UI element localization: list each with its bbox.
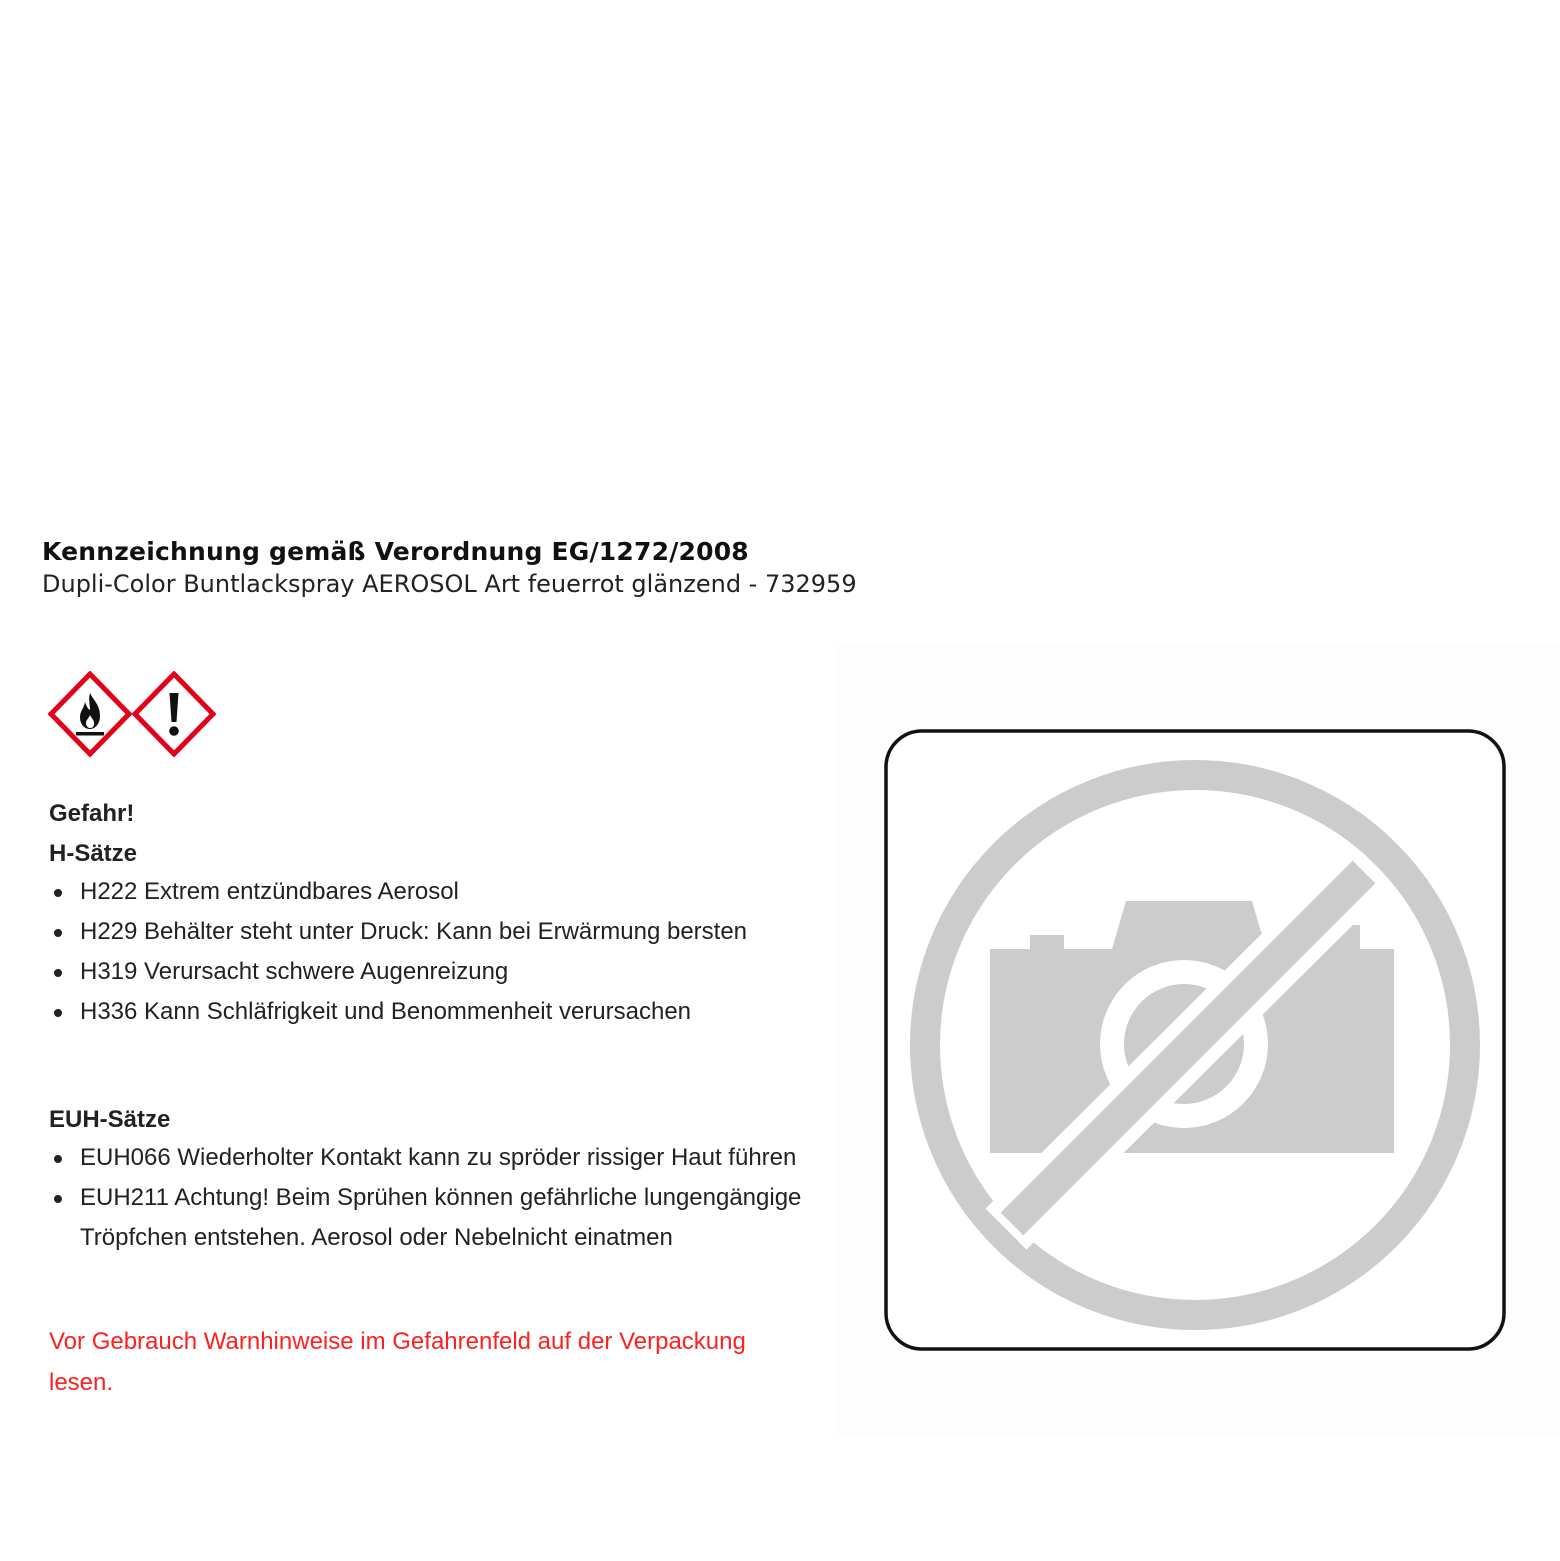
euh-section-heading: EUH-Sätze [49,1106,171,1133]
section-spacer [49,1032,809,1098]
document-header [42,536,1142,600]
usage-warning: Vor Gebrauch Warnhinweise im Gefahrenfeld auf der Verpackung lesen. [49,1328,746,1396]
list-item: H336 Kann Schläfrigkeit und Benommenheit verursachen [49,992,809,1032]
list-item: EUH066 Wiederholter Kontakt kann zu spröder rissiger Haut führen [49,1138,809,1178]
exclamation-icon [135,674,213,754]
list-item: H229 Behälter steht unter Druck: Kann bei Erwärmung bersten [49,912,809,952]
list-item: H319 Verursacht schwere Augenreizung [49,952,809,992]
product-name: Dupli-Color Buntlackspray AEROSOL Art feuerrot glänzend - 732959 [42,570,857,598]
flame-icon [51,674,129,754]
no-photo-icon [884,729,1506,1351]
ghs-pictograms [48,671,218,757]
list-item: EUH211 Achtung! Beim Sprühen können gefährliche lungengängige Tröpfchen entstehen. Aerosol oder Nebelnicht einatmen [49,1178,809,1258]
euh-statement-list [49,1138,809,1258]
hazard-statements [49,796,809,1403]
list-item: H222 Extrem entzündbares Aerosol [49,872,809,912]
regulation-title: Kennzeichnung gemäß Verordnung EG/1272/2008 [42,537,749,566]
h-statement-list [49,872,809,1032]
signal-word: Gefahr! [49,800,135,827]
h-section-heading: H-Sätze [49,840,138,867]
